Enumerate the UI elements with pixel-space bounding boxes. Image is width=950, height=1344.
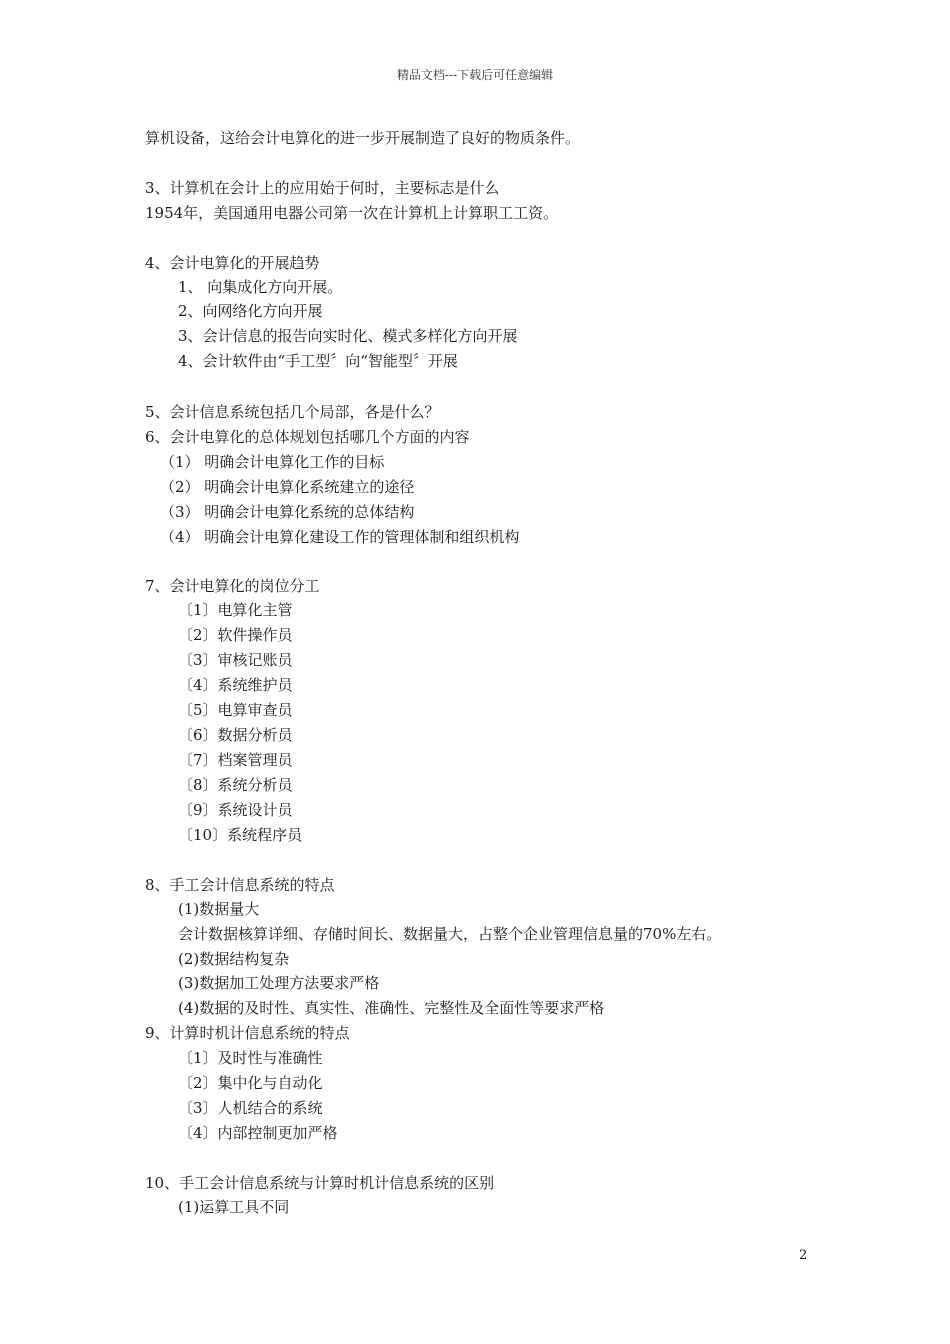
list-item: 2、向网络化方向开展 — [178, 302, 323, 320]
list-item: 3、会计信息的报告向实时化、模式多样化方向开展 — [178, 327, 518, 345]
text-line: 算机设备，这给会计电算化的进一步开展制造了良好的物质条件。 — [145, 129, 581, 147]
list-item: 〔7〕档案管理员 — [178, 751, 293, 769]
question-5: 5、会计信息系统包括几个局部，各是什么？ — [145, 403, 440, 421]
question-3: 3、计算机在会计上的应用始于何时，主要标志是什么 — [145, 179, 500, 197]
answer-3: 1954年，美国通用电器公司第一次在计算机上计算职工工资。 — [145, 204, 559, 222]
question-6: 6、会计电算化的总体规划包括哪几个方面的内容 — [145, 428, 470, 446]
list-item: 〔9〕系统设计员 — [178, 801, 293, 819]
list-item: 4、会计软件由“手工型〞向“智能型〞开展 — [178, 352, 458, 370]
list-item: （4） 明确会计电算化建设工作的管理体制和组织机构 — [160, 528, 520, 546]
list-item: （2） 明确会计电算化系统建立的途径 — [160, 478, 415, 496]
list-item: 〔6〕数据分析员 — [178, 726, 293, 744]
list-item: (1)运算工具不同 — [178, 1198, 290, 1216]
list-item: 〔3〕审核记账员 — [178, 651, 293, 669]
question-9: 9、计算时机计信息系统的特点 — [145, 1024, 350, 1042]
list-item: 〔2〕软件操作员 — [178, 626, 293, 644]
list-item: 1、 向集成化方向开展。 — [178, 278, 343, 296]
list-item: （3） 明确会计电算化系统的总体结构 — [160, 503, 415, 521]
list-item: 〔4〕系统维护员 — [178, 676, 293, 694]
question-8: 8、手工会计信息系统的特点 — [145, 876, 335, 894]
list-item: (3)数据加工处理方法要求严格 — [178, 974, 380, 992]
list-item: 〔10〕系统程序员 — [178, 826, 303, 844]
list-item: 〔3〕人机结合的系统 — [178, 1099, 323, 1117]
question-4: 4、会计电算化的开展趋势 — [145, 254, 320, 272]
list-item: 〔5〕电算审查员 — [178, 701, 293, 719]
list-item: (4)数据的及时性、真实性、准确性、完整性及全面性等要求严格 — [178, 999, 605, 1017]
question-10: 10、手工会计信息系统与计算时机计信息系统的区别 — [145, 1174, 495, 1192]
question-7: 7、会计电算化的岗位分工 — [145, 577, 320, 595]
list-item: 〔2〕集中化与自动化 — [178, 1074, 323, 1092]
page-number: 2 — [799, 1248, 808, 1263]
list-item: 〔8〕系统分析员 — [178, 776, 293, 794]
list-item: 〔1〕及时性与准确性 — [178, 1049, 323, 1067]
list-item: (1)数据量大 — [178, 900, 260, 918]
page-header: 精品文档---下载后可任意编辑 — [396, 68, 554, 82]
list-item: （1） 明确会计电算化工作的目标 — [160, 453, 385, 471]
list-item: 〔4〕内部控制更加严格 — [178, 1124, 338, 1142]
text-line: 会计数据核算详细、存储时间长、数据量大，占整个企业管理信息量的70%左右。 — [178, 925, 722, 943]
list-item: 〔1〕电算化主管 — [178, 601, 293, 619]
list-item: (2)数据结构复杂 — [178, 950, 290, 968]
